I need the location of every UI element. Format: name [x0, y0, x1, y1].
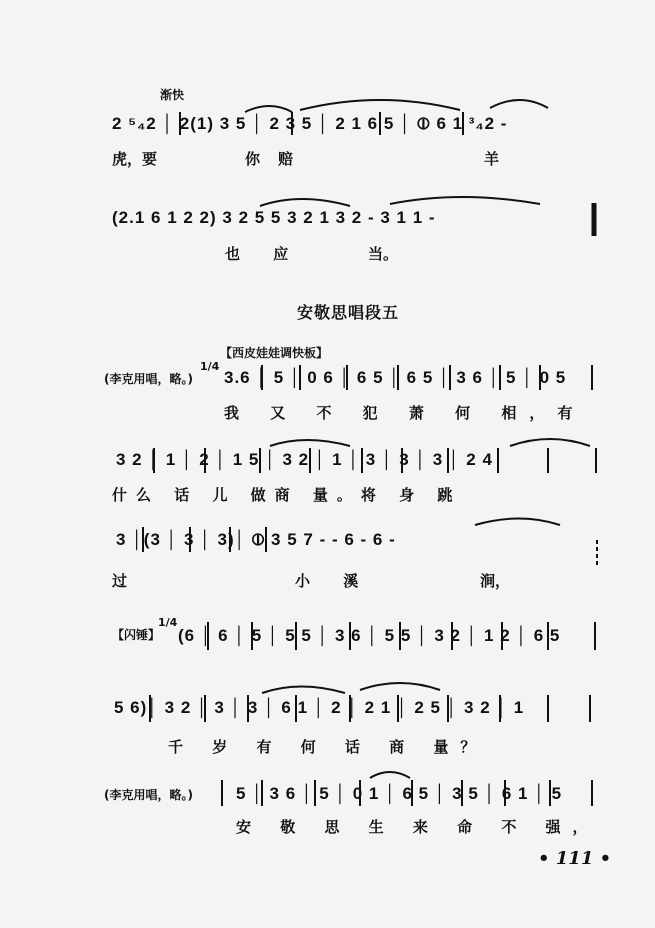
notation-row-6: (6 │ 6 │ 5 │ 5 5 │ 3 6 │ 5 5 │ 3 2 │ 1 2 │ 6 5 [178, 626, 561, 645]
time-signature-1: 1/4 [200, 360, 220, 373]
lyric-row-4: 什么 话 儿 做商 量。将 身 跳 [112, 486, 462, 504]
lyric-row-1-c: 羊 [484, 150, 500, 168]
notation-row-8: 5 │ 3 6 │ 5 │ 0 1 │ 6 5 │ 3 5 │ 6 1 │ 5 [236, 784, 563, 803]
page-number: • 111 • [538, 848, 612, 869]
mode-label: 【西皮娃娃调快板】 [220, 346, 329, 360]
percussion-label: 【闪锤】 [112, 628, 161, 642]
lyric-row-2-a: 也 应 [225, 245, 303, 263]
notation-row-2: (2.1 6 1 2 2) 3 2 5 5 3 2 1 3 2 - 3 1 1 - [112, 208, 436, 227]
singer-note-1: (李克用唱，略。) [104, 372, 193, 386]
lyric-row-1-a: 虎，要 [112, 150, 158, 168]
time-signature-2: 1/4 [158, 616, 178, 629]
lyric-row-8: 安 敬 思 生 来 命 不 强， [236, 818, 600, 836]
lyric-row-2-b: 当。 [368, 245, 399, 263]
notation-row-7: 5 6)│ 3 2 │ 3 │ 3 │ 6 1 │ 2 │ 2 1 │ 2 5 │ 3 2 │ 1 [114, 698, 525, 717]
notation-row-3: 3.6 │ 5 │ 0 6 │ 6 5 │ 6 5 │ 3 6 │ 5 │ 0 5 [224, 368, 567, 387]
notation-row-4: 3 2 │ 1 │ 2 │ 1 5 │ 3 2 │ 1 │ 3 │ 3 │ 3 │ 2 4 [116, 450, 493, 469]
lyric-row-3: 我 又 不 犯 萧 何 相，有 [224, 404, 586, 422]
section-title: 安敬思唱段五 [297, 303, 400, 322]
notation-row-5: 3 │(3 │ 3 │ 3)│ ⦶ 3 5 7 - - 6 - 6 - [116, 530, 396, 549]
tempo-mark: 渐快 [160, 88, 185, 102]
lyric-row-1-b: 你赔 [245, 150, 312, 168]
singer-note-2: (李克用唱，略。) [104, 788, 193, 802]
notation-row-1: 2 ⁵₄2 │ 2(1) 3 5 │ 2 3 5 │ 2 1 6 5 │ ⦶ 6 1 ³₄2 - [112, 114, 508, 133]
lyric-row-5-a: 过 [112, 572, 128, 590]
lyric-row-7: 千 岁 有 何 话 商 量？ [168, 738, 488, 756]
lyric-row-5-c: 涧， [480, 572, 511, 590]
lyric-row-5-b: 小 溪 [295, 572, 373, 590]
